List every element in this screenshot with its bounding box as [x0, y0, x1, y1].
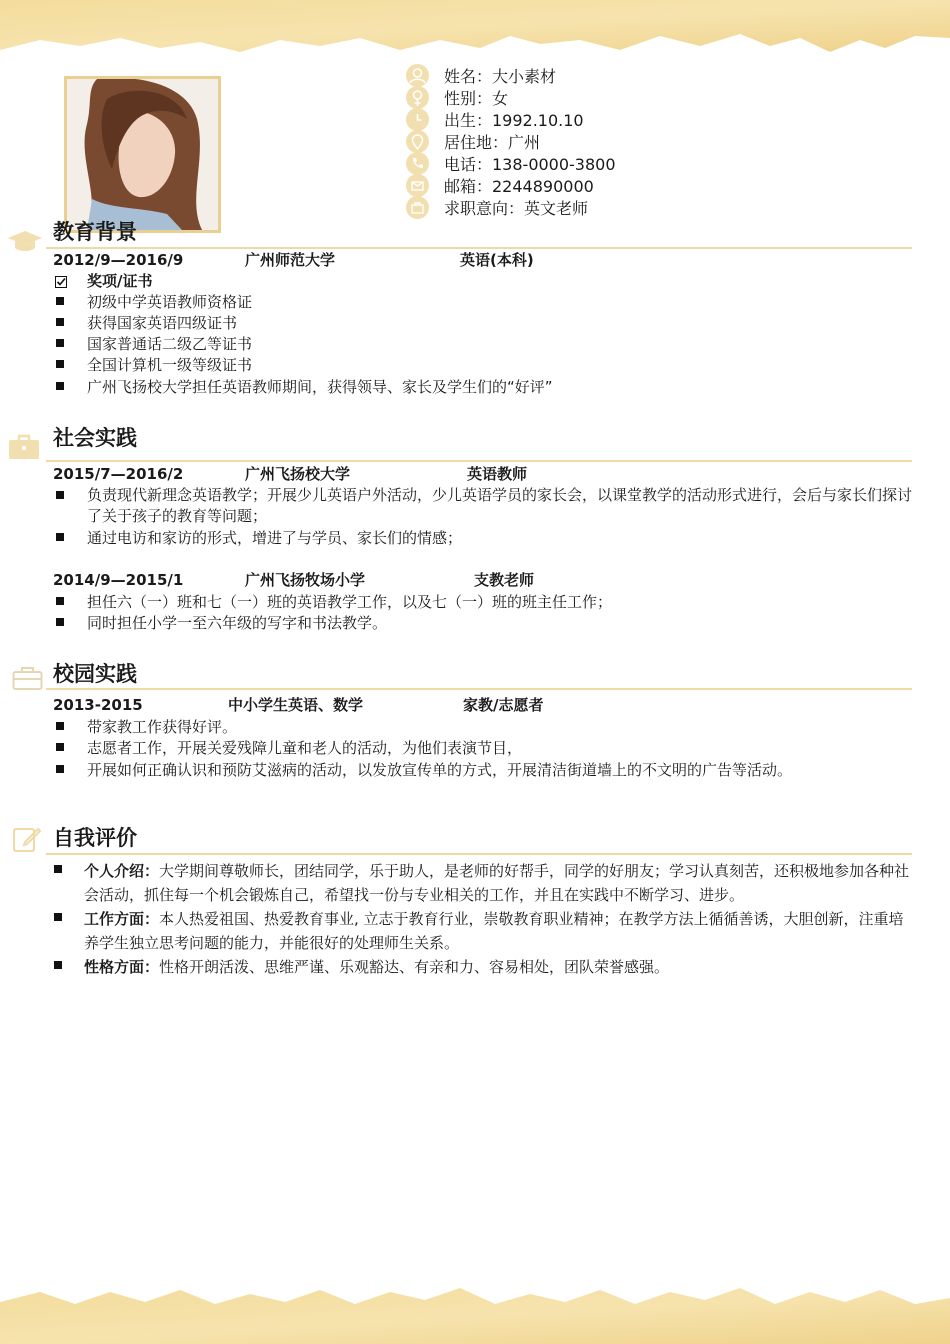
- self-divider: [46, 853, 912, 855]
- campus-role: 家教/志愿者: [463, 696, 544, 714]
- self-title: 自我评价: [53, 826, 137, 850]
- residence-field: 居住地：广州: [444, 133, 541, 152]
- awards-label: 奖项/证书: [87, 272, 153, 290]
- social-role: 英语教师: [467, 465, 528, 483]
- female-icon: [406, 86, 429, 109]
- email-field: 邮箱：2244890000: [444, 177, 594, 196]
- checkbox-icon: [55, 276, 67, 288]
- self-item-label: 个人介绍：: [84, 862, 160, 880]
- self-item-label: 性格方面：: [84, 958, 160, 976]
- self-item: [84, 907, 914, 955]
- bullet-icon: [56, 618, 64, 626]
- location-icon: [406, 130, 429, 153]
- bullet-icon: [54, 961, 62, 969]
- personal-info-icons: [406, 64, 429, 218]
- bullet-icon: [56, 491, 64, 499]
- award-item: 全国计算机一级等级证书: [87, 356, 253, 374]
- toolbox-icon: [12, 665, 46, 691]
- profile-photo: [64, 76, 221, 233]
- award-item: 初级中学英语教师资格证: [87, 293, 253, 311]
- campus-divider: [46, 688, 912, 690]
- social-org: 广州飞扬校大学: [245, 465, 351, 483]
- social-item: 通过电访和家访的形式，增进了与学员、家长们的情感；: [87, 529, 463, 547]
- education-school: 广州师范大学: [245, 251, 336, 269]
- bullet-icon: [56, 360, 64, 368]
- briefcase-icon: [406, 196, 429, 219]
- award-item: 国家普通话二级乙等证书: [87, 335, 253, 353]
- self-item: [84, 859, 920, 907]
- bullet-icon: [56, 297, 64, 305]
- bullet-icon: [56, 382, 64, 390]
- bullet-icon: [56, 743, 64, 751]
- briefcase-icon: [8, 432, 42, 458]
- graduation-cap-icon: [6, 228, 40, 254]
- top-decorative-band: [0, 0, 950, 70]
- bullet-icon: [56, 722, 64, 730]
- social-item: 负责现代新理念英语教学；开展少儿英语户外活动，少儿英语学员的家长会，以课堂教学的活动形式进行，会后与家长们探讨了关于孩子的教育等问题；: [87, 486, 913, 525]
- phone-icon: [406, 152, 429, 175]
- bullet-icon: [54, 913, 62, 921]
- social-item: 同时担任小学一至六年级的写字和书法教学。: [87, 614, 388, 632]
- education-title: 教育背景: [53, 220, 137, 244]
- social-title: 社会实践: [53, 426, 137, 450]
- bullet-icon: [56, 765, 64, 773]
- award-item: 获得国家英语四级证书: [87, 314, 238, 332]
- education-major: 英语(本科): [460, 251, 534, 269]
- education-divider: [46, 247, 912, 249]
- campus-title: 校园实践: [53, 662, 137, 686]
- self-item-text: 本人热爱祖国、热爱教育事业, 立志于教育行业，崇敬教育职业精神；在教学方法上循循善诱，大胆创新，注重培养学生独立思考问题的能力，并能很好的处理师生关系。: [84, 910, 904, 952]
- campus-item: 志愿者工作，开展关爱残障儿童和老人的活动，为他们表演节目，: [87, 739, 523, 757]
- social-org: 广州飞扬牧场小学: [245, 571, 366, 589]
- bullet-icon: [56, 339, 64, 347]
- campus-item: 开展如何正确认识和预防艾滋病的活动，以发放宣传单的方式，开展清洁街道墙上的不文明的广告等活动。: [87, 761, 793, 779]
- clock-icon: [406, 108, 429, 131]
- mail-icon: [406, 174, 429, 197]
- award-item: 广州飞扬校大学担任英语教师期间，获得领导、家长及学生们的“好评”: [87, 378, 553, 396]
- social-item: 担任六（一）班和七（一）班的英语教学工作，以及七（一）班的班主任工作；: [87, 593, 613, 611]
- social-divider: [46, 460, 912, 462]
- bullet-icon: [56, 318, 64, 326]
- social-role: 支教老师: [474, 571, 535, 589]
- bullet-icon: [56, 597, 64, 605]
- campus-item: 带家教工作获得好评。: [87, 718, 238, 736]
- phone-field: 电话：138-0000-3800: [444, 155, 616, 174]
- self-item: [84, 955, 914, 979]
- campus-subject: 中小学生英语、数学: [228, 696, 364, 714]
- education-date: 2012/9—2016/9: [53, 251, 184, 269]
- name-field: 姓名：大小素材: [444, 67, 557, 86]
- personal-info: [444, 66, 616, 220]
- self-item-label: 工作方面：: [84, 910, 160, 928]
- campus-date: 2013-2015: [53, 696, 143, 714]
- gender-field: 性别：女: [444, 89, 509, 108]
- social-date: 2014/9—2015/1: [53, 571, 184, 589]
- user-icon: [406, 64, 429, 87]
- pencil-icon: [12, 825, 46, 851]
- self-item-text: 大学期间尊敬师长，团结同学，乐于助人，是老师的好帮手，同学的好朋友；学习认真刻苦，还积极地参加各种社会活动，抓住每一个机会锻炼自己，希望找一份与专业相关的工作，并且在实践中不断学习、进步。: [84, 862, 910, 904]
- bullet-icon: [56, 533, 64, 541]
- objective-field: 求职意向：英文老师: [444, 199, 589, 218]
- self-item-text: 性格开朗活泼、思维严谨、乐观豁达、有亲和力、容易相处，团队荣誉感强。: [159, 958, 670, 976]
- social-date: 2015/7—2016/2: [53, 465, 184, 483]
- bottom-decorative-band: [0, 1284, 950, 1344]
- birth-field: 出生：1992.10.10: [444, 111, 584, 130]
- bullet-icon: [54, 865, 62, 873]
